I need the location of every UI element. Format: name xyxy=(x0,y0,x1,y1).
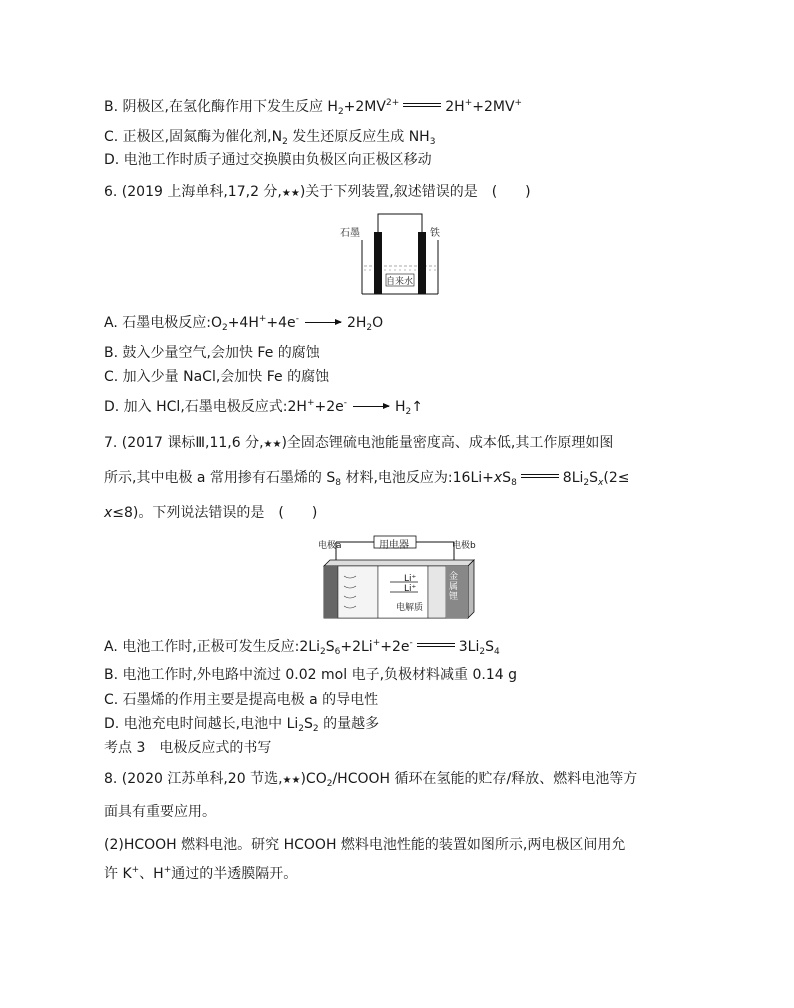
q8-part2-line1: (2)HCOOH 燃料电池。研究 HCOOH 燃料电池性能的装置如图所示,两电极区间用允 xyxy=(104,837,626,853)
equilibrium-sign xyxy=(403,103,441,107)
q8-stem-line2: 面具有重要应用。 xyxy=(104,804,216,820)
q6-option-d: D. 加入 HCl,石墨电极反应式:2H++2e- $H_2↑$ xyxy=(104,398,423,417)
electrode-a-label: 电极a xyxy=(318,541,342,551)
equilibrium-sign xyxy=(521,474,559,478)
load-label: 用电器 xyxy=(379,540,409,551)
q6-option-c: C. 加入少量 NaCl,会加快 Fe 的腐蚀 xyxy=(104,369,330,385)
reaction-arrow xyxy=(305,322,341,323)
electrode-b-label: 电极b xyxy=(452,541,476,551)
q6-apparatus-figure xyxy=(340,208,452,300)
li-ion-label-1: Li⁺ xyxy=(404,574,417,584)
difficulty-stars-icon: ★★ xyxy=(263,439,282,450)
q6-stem: 6. (2019 上海单科,17,2 分,★★)关于下列装置,叙述错误的是 ( ) xyxy=(104,184,531,200)
tap-water-label: 自来水 xyxy=(386,277,414,287)
iron-label: 铁 xyxy=(430,228,440,239)
q7-stem-line2: 所示,其中电极 a 常用掺有石墨烯的 $S_8$ 材料,电池反应为$:16Li+xS_8$ $8Li_2S_x(2\le$ xyxy=(104,470,630,488)
q6-option-a: A. 石墨电极反应$:O_2+4H^++4e^-$ $2H_2O$ xyxy=(104,314,384,333)
equilibrium-sign xyxy=(417,643,455,647)
q8-stem-line1: 8. (2020 江苏单科,20 节选$,★★)CO_2$/HCOOH 循环在氢能的贮存/释放、燃料电池等方 xyxy=(104,771,638,789)
difficulty-stars-icon: ★★ xyxy=(281,188,300,199)
electrolyte-label: 电解质 xyxy=(396,603,424,613)
q7-option-d: D. 电池充电时间越长,电池中 $Li_2S_2$ 的量越多 xyxy=(104,716,380,734)
q8-part2-line2: 许 K+、H+通过的半透膜隔开。 xyxy=(104,865,298,882)
q7-option-a: A. 电池工作时,正极可发生反应$:2Li_2S_6+2Li^++2e^-$ $3Li_2S_4$ xyxy=(104,638,500,657)
graphite-label: 石墨 xyxy=(340,228,360,239)
difficulty-stars-icon: ★★ xyxy=(282,775,301,786)
q5-option-c: C. 正极区,固氮酶为催化剂$,N_2$ 发生还原反应生成 $NH_3$ xyxy=(104,129,436,147)
q7-battery-figure xyxy=(318,532,478,624)
reaction-arrow xyxy=(353,406,389,407)
section-heading: 考点 3 电极反应式的书写 xyxy=(104,740,272,756)
q5-option-b: B. 阴极区,在氢化酶作用下发生反应 $H_2+2MV^{2+}$ 2H++2MV+ xyxy=(104,98,523,117)
q6-option-b: B. 鼓入少量空气,会加快 Fe 的腐蚀 xyxy=(104,345,320,361)
q7-stem-line3: x≤8)。下列说法错误的是 ( ) xyxy=(104,505,318,521)
q5-option-d: D. 电池工作时质子通过交换膜由负极区向正极区移动 xyxy=(104,152,432,168)
q7-option-c: C. 石墨烯的作用主要是提高电极 a 的导电性 xyxy=(104,692,379,708)
li-ion-label-2: Li⁺ xyxy=(404,584,417,594)
q7-stem-line1: 7. (2017 课标Ⅲ,11,6 分,★★)全固态锂硫电池能量密度高、成本低,其工作原理如图 xyxy=(104,435,614,451)
lithium-metal-label: 金属锂 xyxy=(449,572,459,602)
q7-option-b: B. 电池工作时,外电路中流过 0.02 mol 电子,负极材料减重 0.14 g xyxy=(104,667,517,683)
